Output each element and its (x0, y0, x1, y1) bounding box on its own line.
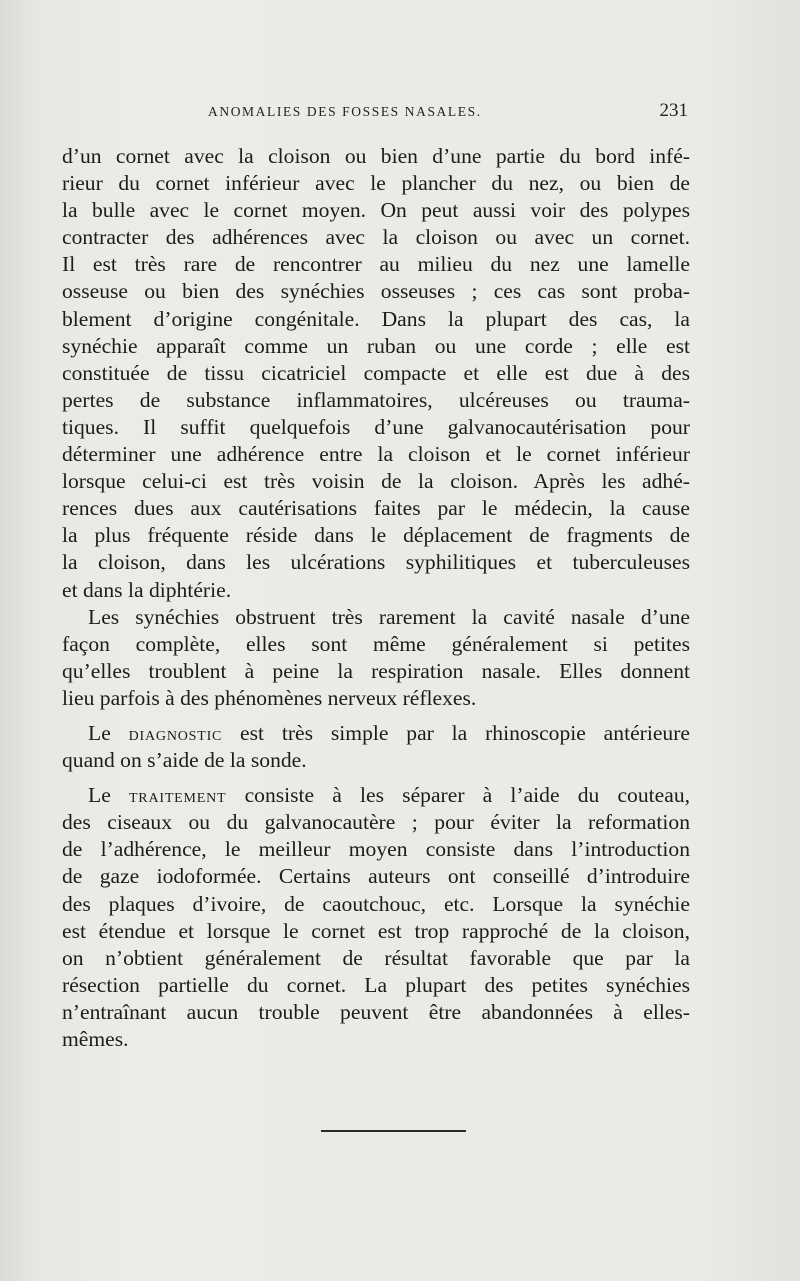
text-line: quand on s’aide de la sonde. (62, 748, 307, 773)
text-line: rieur du cornet inférieur avec le plancher du nez, ou bien de (62, 171, 690, 196)
text-line: synéchie apparaît comme un ruban ou une corde ; elle est (62, 333, 690, 358)
text-line: tiques. Il suffit quelquefois d’une galvanocautérisation pour (62, 414, 690, 439)
text-line: la cloison, dans les ulcérations syphilitiques et tuberculeuses (62, 550, 690, 575)
text-line: d’un cornet avec la cloison ou bien d’une partie du bord infé- (62, 144, 690, 168)
text-line: la bulle avec le cornet moyen. On peut aussi voir des polypes (62, 198, 690, 223)
text-line: Le diagnostic est très simple par la rhinoscopie antérieure (88, 720, 690, 745)
section-keyword: traitement (128, 785, 227, 808)
text-line: lieu parfois à des phénomènes nerveux réflexes. (62, 685, 477, 710)
paragraph-diagnostic (62, 720, 690, 774)
text-line: des plaques d’ivoire, de caoutchouc, etc. Lorsque la synéchie (62, 891, 690, 916)
running-title: ANOMALIES DES FOSSES NASALES. (208, 104, 482, 119)
text-line: qu’elles troublent à peine la respiration nasale. Elles donnent (62, 658, 690, 683)
text-line: mêmes. (62, 1027, 129, 1051)
text-line: Les synéchies obstruent très rarement la cavité nasale d’une (88, 604, 690, 629)
text-line: Il est très rare de rencontrer au milieu du nez une lamelle (62, 252, 690, 277)
text-line: contracter des adhérences avec la cloison ou avec un cornet. (62, 225, 690, 250)
body-text (62, 143, 690, 1053)
text-line: la plus fréquente réside dans le déplacement de fragments de (62, 523, 690, 548)
text-line: blement d’origine congénitale. Dans la plupart des cas, la (62, 306, 690, 331)
text-line: de l’adhérence, le meilleur moyen consiste dans l’introduction (62, 837, 690, 862)
text-line: des ciseaux ou du galvanocautère ; pour éviter la reformation (62, 810, 690, 835)
paragraph-traitement (62, 782, 690, 1053)
text-line: de gaze iodoformée. Certains auteurs ont conseillé d’introduire (62, 864, 690, 889)
text-line: n’entraînant aucun trouble peuvent être abandonnées à elles- (62, 999, 690, 1024)
paragraph-1 (62, 143, 690, 604)
paragraph-2 (62, 604, 690, 712)
text-line: Le traitement consiste à les séparer à l’aide du couteau, (88, 783, 691, 808)
text-line: résection partielle du cornet. La plupart des petites synéchies (62, 972, 690, 997)
section-keyword: diagnostic (128, 722, 223, 745)
text-line: osseuse ou bien des synéchies osseuses ; ces cas sont proba- (62, 279, 690, 304)
text-line: et dans la diphtérie. (62, 577, 232, 602)
text-line: façon complète, elles sont même généralement si petites (62, 631, 690, 656)
text-line: déterminer une adhérence entre la cloison et le cornet inférieur (62, 442, 690, 467)
text-line: rences dues aux cautérisations faites par le médecin, la cause (62, 496, 690, 521)
section-end-rule (321, 1130, 466, 1132)
text-line: est étendue et lorsque le cornet est trop rapproché de la cloison, (62, 918, 690, 943)
text-line: pertes de substance inflammatoires, ulcéreuses ou trauma- (62, 387, 690, 412)
text-line: lorsque celui-ci est très voisin de la cloison. Après les adhé- (62, 469, 690, 494)
text-line: on n’obtient généralement de résultat favorable que par la (62, 945, 690, 970)
page-number: 231 (659, 100, 688, 121)
text-line: constituée de tissu cicatriciel compacte et elle est due à des (62, 360, 690, 385)
